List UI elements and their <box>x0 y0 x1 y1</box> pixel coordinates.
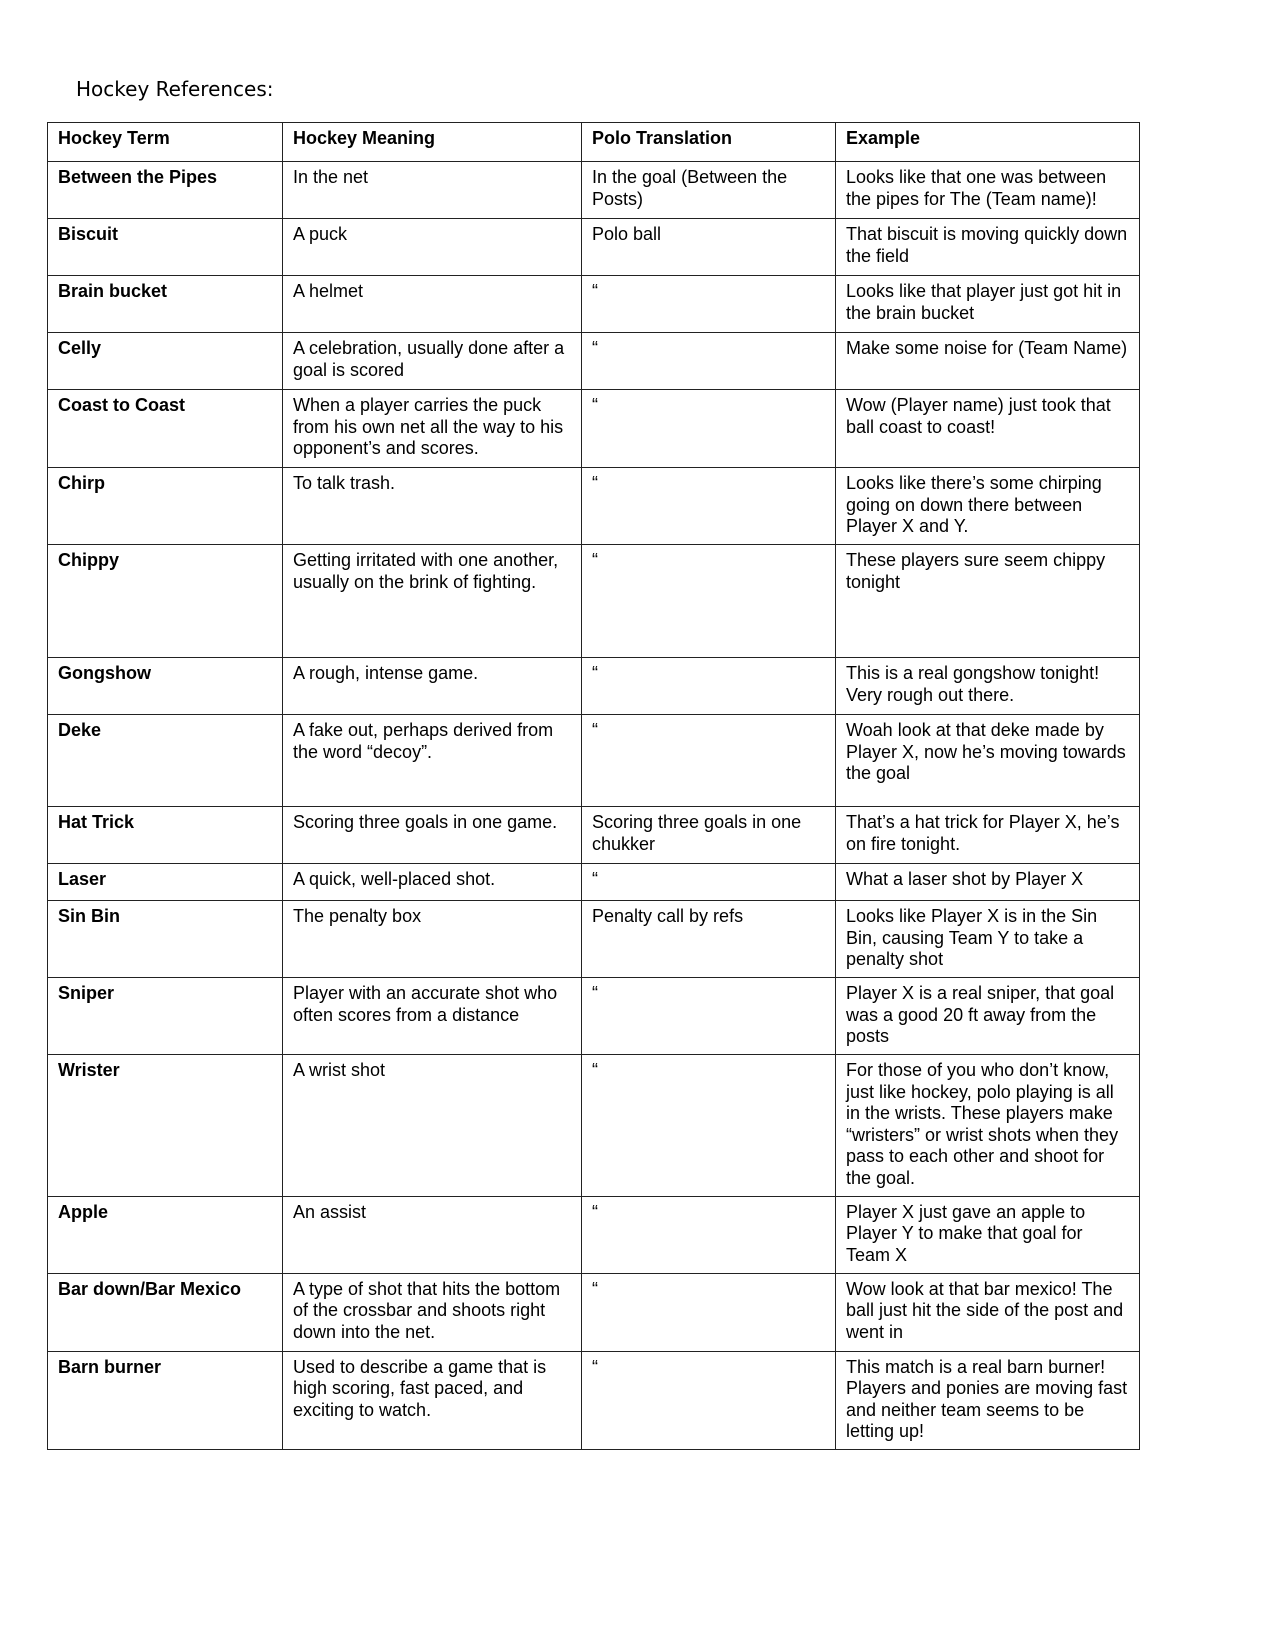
meaning-cell: To talk trash. <box>283 468 582 545</box>
table-row <box>48 1351 1140 1449</box>
example-cell: Looks like there’s some chirping going on down there between Player X and Y. <box>836 468 1140 545</box>
term-cell: Bar down/Bar Mexico <box>48 1273 283 1351</box>
table-row <box>48 658 1140 715</box>
example-cell: This match is a real barn burner! Players and ponies are moving fast and neither team seems to be letting up! <box>836 1351 1140 1449</box>
hockey-reference-table <box>47 122 1140 1450</box>
meaning-cell: An assist <box>283 1196 582 1273</box>
table-row <box>48 978 1140 1055</box>
header-hockey-term: Hockey Term <box>48 123 283 162</box>
example-cell: Player X just gave an apple to Player Y to make that goal for Team X <box>836 1196 1140 1273</box>
term-cell: Apple <box>48 1196 283 1273</box>
polo-translation-cell: “ <box>582 276 836 333</box>
meaning-cell: A fake out, perhaps derived from the word “decoy”. <box>283 715 582 807</box>
polo-translation-cell: “ <box>582 468 836 545</box>
table-row <box>48 901 1140 978</box>
polo-translation-cell: “ <box>582 545 836 658</box>
example-cell: Wow (Player name) just took that ball coast to coast! <box>836 390 1140 468</box>
example-cell: Woah look at that deke made by Player X, now he’s moving towards the goal <box>836 715 1140 807</box>
polo-translation-cell: “ <box>582 864 836 901</box>
polo-translation-cell: In the goal (Between the Posts) <box>582 162 836 219</box>
table-row <box>48 864 1140 901</box>
polo-translation-cell: “ <box>582 978 836 1055</box>
example-cell: Make some noise for (Team Name) <box>836 333 1140 390</box>
term-cell: Chirp <box>48 468 283 545</box>
meaning-cell: Scoring three goals in one game. <box>283 807 582 864</box>
example-cell: Looks like that player just got hit in the brain bucket <box>836 276 1140 333</box>
example-cell: Looks like Player X is in the Sin Bin, causing Team Y to take a penalty shot <box>836 901 1140 978</box>
header-hockey-meaning: Hockey Meaning <box>283 123 582 162</box>
polo-translation-cell: “ <box>582 1351 836 1449</box>
page-heading: Hockey References: <box>76 77 274 101</box>
header-example: Example <box>836 123 1140 162</box>
polo-translation-cell: “ <box>582 1196 836 1273</box>
term-cell: Coast to Coast <box>48 390 283 468</box>
meaning-cell: The penalty box <box>283 901 582 978</box>
term-cell: Gongshow <box>48 658 283 715</box>
meaning-cell: A celebration, usually done after a goal is scored <box>283 333 582 390</box>
polo-translation-cell: Polo ball <box>582 219 836 276</box>
table-row <box>48 1196 1140 1273</box>
example-cell: These players sure seem chippy tonight <box>836 545 1140 658</box>
term-cell: Deke <box>48 715 283 807</box>
example-cell: Wow look at that bar mexico! The ball just hit the side of the post and went in <box>836 1273 1140 1351</box>
polo-translation-cell: “ <box>582 1055 836 1197</box>
table-row <box>48 219 1140 276</box>
term-cell: Barn burner <box>48 1351 283 1449</box>
table-body <box>48 162 1140 1450</box>
example-cell: Player X is a real sniper, that goal was a good 20 ft away from the posts <box>836 978 1140 1055</box>
meaning-cell: In the net <box>283 162 582 219</box>
table-header-row <box>48 123 1140 162</box>
example-cell: This is a real gongshow tonight! Very rough out there. <box>836 658 1140 715</box>
term-cell: Celly <box>48 333 283 390</box>
table-row <box>48 468 1140 545</box>
meaning-cell: Used to describe a game that is high scoring, fast paced, and exciting to watch. <box>283 1351 582 1449</box>
term-cell: Chippy <box>48 545 283 658</box>
meaning-cell: Player with an accurate shot who often scores from a distance <box>283 978 582 1055</box>
term-cell: Sniper <box>48 978 283 1055</box>
table-row <box>48 333 1140 390</box>
example-cell: What a laser shot by Player X <box>836 864 1140 901</box>
term-cell: Hat Trick <box>48 807 283 864</box>
term-cell: Laser <box>48 864 283 901</box>
meaning-cell: A quick, well-placed shot. <box>283 864 582 901</box>
polo-translation-cell: “ <box>582 715 836 807</box>
meaning-cell: When a player carries the puck from his own net all the way to his opponent’s and scores. <box>283 390 582 468</box>
meaning-cell: A type of shot that hits the bottom of the crossbar and shoots right down into the net. <box>283 1273 582 1351</box>
header-polo-translation: Polo Translation <box>582 123 836 162</box>
polo-translation-cell: “ <box>582 390 836 468</box>
polo-translation-cell: Penalty call by refs <box>582 901 836 978</box>
term-cell: Biscuit <box>48 219 283 276</box>
table-row <box>48 162 1140 219</box>
meaning-cell: A puck <box>283 219 582 276</box>
example-cell: For those of you who don’t know, just like hockey, polo playing is all in the wrists. These players make “wristers” or wrist shots when they pass to each other and shoot for the goal. <box>836 1055 1140 1197</box>
polo-translation-cell: “ <box>582 658 836 715</box>
table-row <box>48 390 1140 468</box>
meaning-cell: A rough, intense game. <box>283 658 582 715</box>
table-row <box>48 807 1140 864</box>
polo-translation-cell: Scoring three goals in one chukker <box>582 807 836 864</box>
example-cell: Looks like that one was between the pipes for The (Team name)! <box>836 162 1140 219</box>
meaning-cell: Getting irritated with one another, usually on the brink of fighting. <box>283 545 582 658</box>
meaning-cell: A wrist shot <box>283 1055 582 1197</box>
table-row <box>48 545 1140 658</box>
table-row <box>48 1055 1140 1197</box>
term-cell: Wrister <box>48 1055 283 1197</box>
term-cell: Between the Pipes <box>48 162 283 219</box>
meaning-cell: A helmet <box>283 276 582 333</box>
term-cell: Brain bucket <box>48 276 283 333</box>
table-row <box>48 715 1140 807</box>
polo-translation-cell: “ <box>582 333 836 390</box>
polo-translation-cell: “ <box>582 1273 836 1351</box>
table-row <box>48 276 1140 333</box>
example-cell: That biscuit is moving quickly down the field <box>836 219 1140 276</box>
example-cell: That’s a hat trick for Player X, he’s on fire tonight. <box>836 807 1140 864</box>
term-cell: Sin Bin <box>48 901 283 978</box>
table-row <box>48 1273 1140 1351</box>
